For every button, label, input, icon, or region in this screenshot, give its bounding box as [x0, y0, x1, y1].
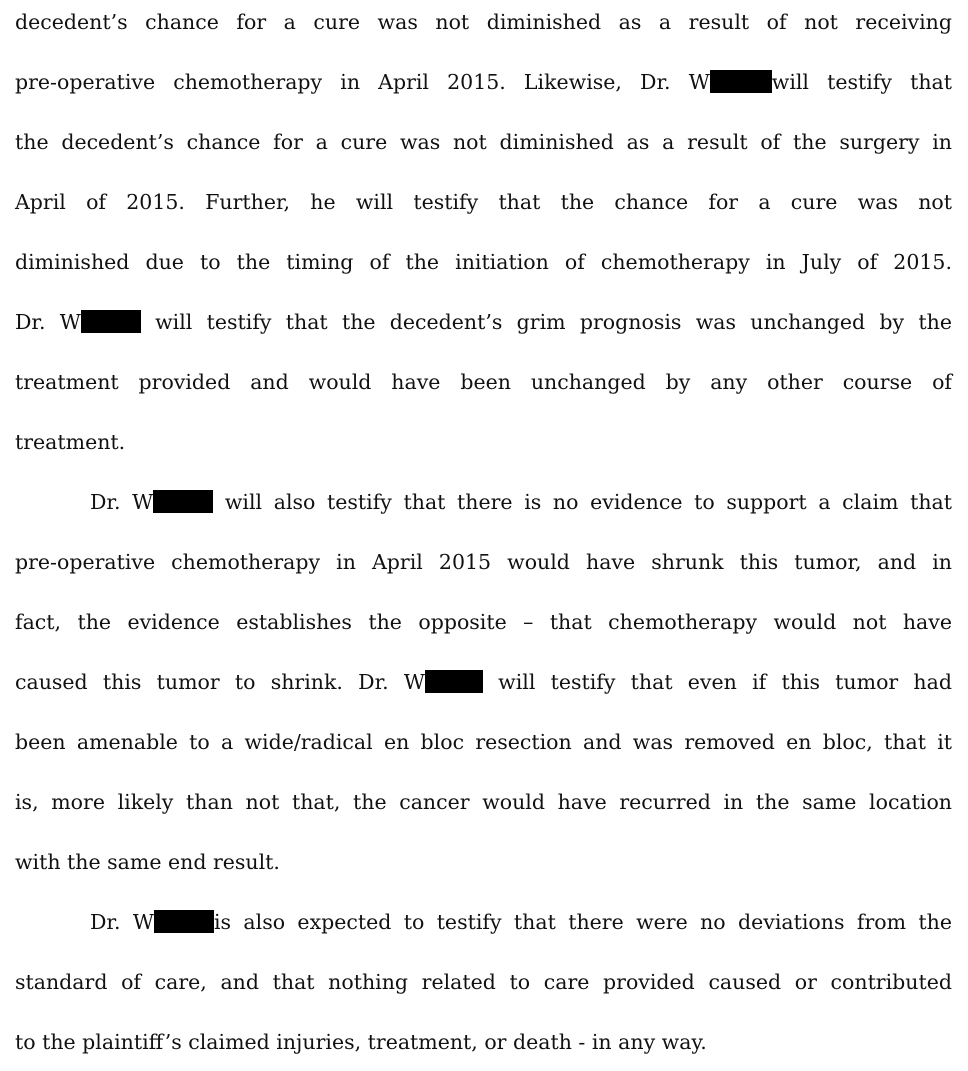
- line-text-after: will testify that even if this tumor had: [482, 670, 952, 694]
- paragraph-2-line-6: is, more likely than not that, the cancer would have recurred in the same location: [15, 790, 952, 814]
- line-text-after: is also expected to testify that there were no deviations from the: [213, 910, 952, 934]
- paragraph-2-line-2: pre-operative chemotherapy in April 2015 would have shrunk this tumor, and in: [15, 550, 952, 574]
- paragraph-1-line-2: [15, 68, 952, 96]
- paragraph-3-line-2: standard of care, and that nothing related to care provided caused or contributed: [15, 970, 952, 994]
- line-text-after: will also testify that there is no evidence to support a claim that: [213, 490, 952, 514]
- redaction-block: [154, 910, 214, 933]
- paragraph-1-line-5: diminished due to the timing of the initiation of chemotherapy in July of 2015.: [15, 250, 952, 274]
- paragraph-1-line-1: decedent’s chance for a cure was not diminished as a result of not receiving: [15, 10, 952, 34]
- line-text-before: Dr. W: [90, 490, 154, 514]
- line-text-after: will testify that the decedent’s grim prognosis was unchanged by the: [140, 310, 952, 334]
- paragraph-2-line-4: [15, 668, 952, 696]
- paragraph-1-line-4: April of 2015. Further, he will testify that the chance for a cure was not: [15, 190, 952, 214]
- line-text-before: pre-operative chemotherapy in April 2015. Likewise, Dr. W: [15, 70, 710, 94]
- redaction-block: [710, 70, 772, 93]
- redaction-block: [425, 670, 483, 693]
- line-text-before: caused this tumor to shrink. Dr. W: [15, 670, 425, 694]
- line-text-after: will testify that: [771, 70, 952, 94]
- paragraph-3-line-1: [90, 908, 952, 936]
- line-text-before: Dr. W: [15, 310, 81, 334]
- paragraph-1-line-3: the decedent’s chance for a cure was not diminished as a result of the surgery in: [15, 130, 952, 154]
- redaction-block: [153, 490, 213, 513]
- line-text-before: Dr. W: [90, 910, 154, 934]
- paragraph-2-line-7: with the same end result.: [15, 850, 280, 874]
- paragraph-2-line-3: fact, the evidence establishes the opposite – that chemotherapy would not have: [15, 610, 952, 634]
- paragraph-1-line-6: [15, 308, 952, 336]
- paragraph-1-line-7: treatment provided and would have been unchanged by any other course of: [15, 370, 952, 394]
- paragraph-3-line-3: to the plaintiff’s claimed injuries, treatment, or death - in any way.: [15, 1030, 707, 1054]
- paragraph-1-line-8: treatment.: [15, 430, 126, 454]
- paragraph-2-line-1: [90, 488, 952, 516]
- redaction-block: [81, 310, 141, 333]
- paragraph-2-line-5: been amenable to a wide/radical en bloc resection and was removed en bloc, that it: [15, 730, 952, 754]
